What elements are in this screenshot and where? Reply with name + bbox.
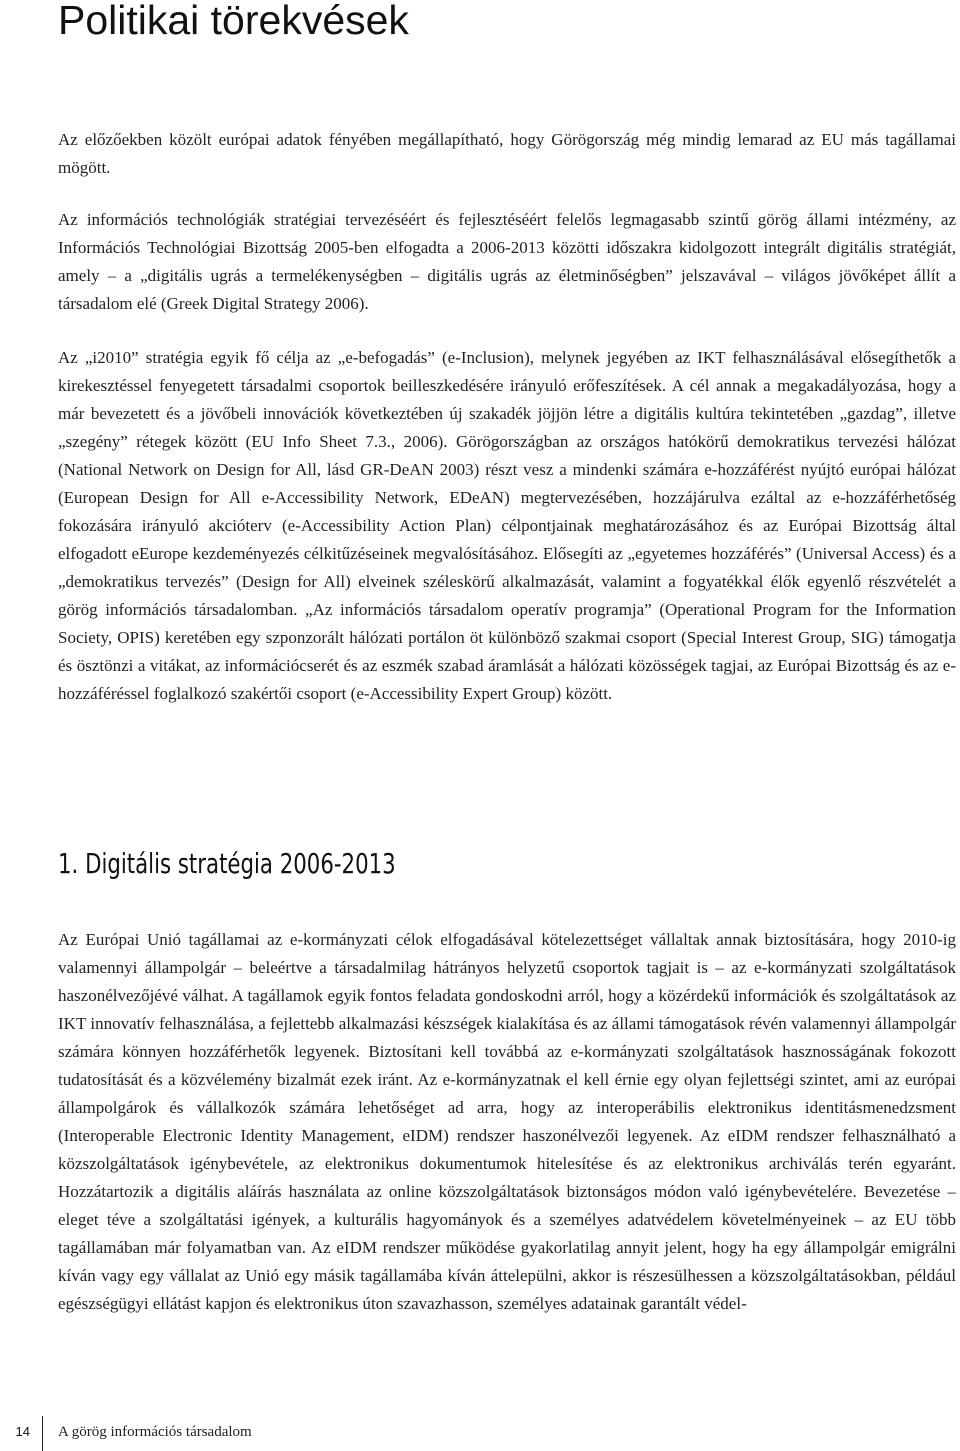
page-title: Politikai törekvések bbox=[58, 0, 409, 43]
paragraph-digital-strategy: Az Európai Unió tagállamai az e-kormányzati célok elfogadásával kötelezettséget vállaltak annak biztosítására, hogy 2010-ig valamennyi állampolgár – beleértve a társadalmilag hátrányos helyzetű csoportok tagjait is – az e-kormányzati szolgáltatások haszonélvezőjévé válhat. A tagállamok egyik fontos feladata gondoskodni arról, hogy a közérdekű információk és szolgáltatások az IKT innovatív felhasználása, a fejlettebb alkalmazási készségek kialakítása és az állami támogatások révén valamennyi állampolgár számára könnyen hozzáférhetők legyenek. Biztosítani kell továbbá az e-kormányzati szolgáltatások hasznosságának fokozott tudatosítását és a közvélemény bizalmát ezek iránt. Az e-kormányzatnak el kell érnie egy olyan fejlettségi szintet, ami az európai állampolgárok és vállalkozók számára lehetőséget ad arra, hogy az interoperábilis elektronikus identitásmenedzsment (Interoperable Electronic Identity Management, eIDM) rendszer haszonélvezői legyenek. Az eIDM rendszer felhasználható a közszolgáltatások igénybevétele, az elektronikus dokumentumok hitelesítése és az elektronikus archiválás terén egyaránt. Hozzátartozik a digitális aláírás használata az online közszolgáltatások biztonságos módon való igénybevételére. Bevezetése – eleget téve a szolgáltatási igények, a kulturális hagyományok és a személyes adatvédelem követelményeinek – az EU több tagállamában már folyamatban van. Az eIDM rendszer működése gyakorlatilag annyit jelent, hogy ha egy állampolgár emigrálni kíván vagy egy vállalat az Unió egy másik tagállamába kíván áttelepülni, akkor is részesülhessen a közszolgáltatásokban, például egészségügyi ellátást kapjon és elektronikus úton szavazhasson, személyes adatainak garantált védel- bbox=[58, 930, 956, 1313]
paragraph-strategy: Az információs technológiák stratégiai tervezéséért és fejlesztéséért felelős legmagasabb szintű görög állami intézmény, az Információs Technológiai Bizottság 2005-ben elfogadta a 2006-2013 közötti időszakra kidolgozott integrált digitális stratégiát, amely – a „digitális ugrás a termelékenységben – digitális ugrás az életminőségben” jelszavával – világos jövőképet állít a társadalom elé (Greek Digital Strategy 2006). bbox=[58, 210, 956, 313]
page-number: 14 bbox=[15, 1424, 30, 1439]
footer-divider bbox=[42, 1416, 43, 1451]
running-footer-title: A görög információs társadalom bbox=[58, 1424, 252, 1440]
section-heading: 1. Digitális stratégia 2006-2013 bbox=[58, 847, 396, 880]
paragraph-intro: Az előzőekben közölt európai adatok fényében megállapítható, hogy Görögország még mindig lemarad az EU más tagállamai mögött. bbox=[58, 130, 956, 177]
paragraph-i2010: Az „i2010” stratégia egyik fő célja az „e-befogadás” (e-Inclusion), melynek jegyében az IKT felhasználásával elősegíthetők a kirekesztéssel fenyegetett társadalmi csoportok beilleszkedésére irányuló erőfeszítések. A cél annak a megakadályozása, hogy a már bevezetett és a jövőbeli innovációk következtében új szakadék jöjjön létre a digitális kultúra tekintetében „gazdag”, illetve „szegény” rétegek között (EU Info Sheet 7.3., 2006). Görögországban az országos hatókörű demokratikus tervezési hálózat (National Network on Design for All, lásd GR-DeAN 2003) részt vesz a mindenki számára e-hozzáférést nyújtó európai hálózat (European Design for All e-Accessibility Network, EDeAN) megtervezésében, hozzájárulva ezáltal az e-hozzáférhetőség fokozására irányuló akcióterv (e-Accessibility Action Plan) célpontjainak meghatározásához és az Európai Bizottság által elfogadott eEurope kezdeményezés célkitűzéseinek megvalósításához. Elősegíti az „egyetemes hozzáférés” (Universal Access) és a „demokratikus tervezés” (Design for All) elveinek széleskörű alkalmazását, valamint a fogyatékkal élők egyenlő részvételét a görög információs társadalomban. „Az információs társadalom operatív programja” (Operational Program for the Information Society, OPIS) keretében egy szponzorált hálózati portálon öt különböző szakmai csoport (Special Interest Group, SIG) támogatja és ösztönzi a vitákat, az információcserét és az eszmék szabad áramlását a hálózati közösségek tagjai, az Európai Bizottság és az e-hozzáféréssel foglalkozó szakértői csoport (e-Accessibility Expert Group) között. bbox=[58, 348, 956, 703]
